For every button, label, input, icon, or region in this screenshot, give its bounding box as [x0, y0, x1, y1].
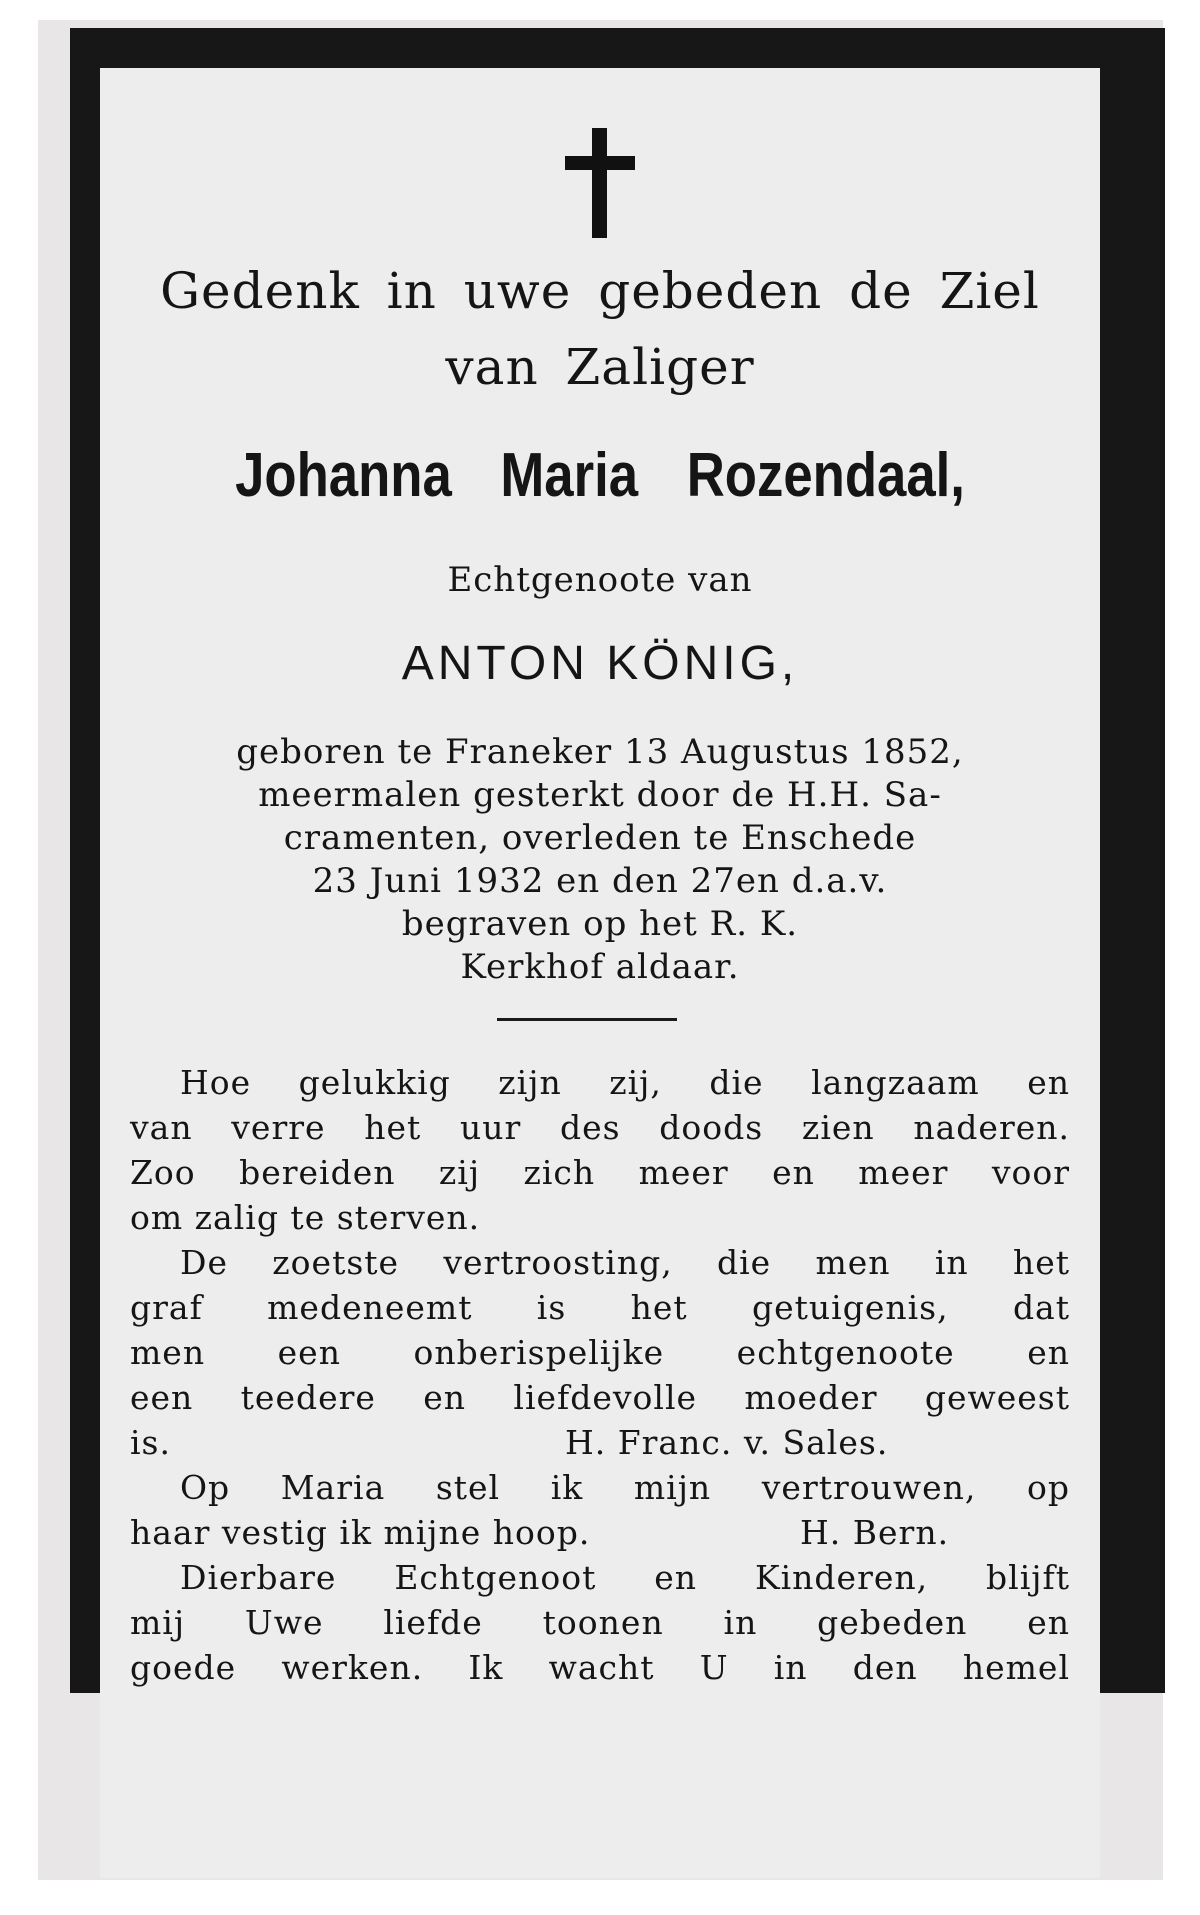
verse-line: Hoe gelukkig zijn zij, die langzaam en	[180, 1063, 1070, 1102]
bio-line: Kerkhof aldaar.	[460, 947, 740, 987]
verse-line: men een onberispelijke echtgenoote en	[130, 1333, 1070, 1372]
relation-text: Echtgenoote van	[447, 560, 753, 600]
bio-line: cramenten, overleden te Enschede	[283, 818, 917, 858]
verse-line: graf medeneemt is het getuigenis, dat	[130, 1288, 1070, 1327]
verse-line: van verre het uur des doods zien naderen.	[130, 1108, 1070, 1147]
verse-line: Dierbare Echtgenoot en Kinderen, blijft	[180, 1558, 1070, 1597]
bio-line: 23 Juni 1932 en den 27en d.a.v.	[312, 861, 888, 901]
heading-line-2: van Zaliger	[445, 338, 755, 396]
verse-attribution: H. Bern.	[800, 1513, 950, 1552]
bio-line: begraven op het R. K.	[401, 904, 799, 944]
bio-line: geboren te Franeker 13 Augustus 1852,	[236, 732, 964, 772]
verse-line: een teedere en liefdevolle moeder geweest	[130, 1378, 1070, 1417]
verse-line: Zoo bereiden zij zich meer en meer voor	[130, 1153, 1070, 1192]
deceased-name: Johanna Maria Rozendaal,	[235, 441, 965, 510]
verse-line: om zalig te sterven.	[130, 1198, 481, 1237]
spouse-name: ANTON KÖNIG,	[401, 637, 799, 690]
verse-line: goede werken. Ik wacht U in den hemel	[130, 1648, 1070, 1687]
verse-line: is.	[130, 1423, 171, 1462]
bio-line: meermalen gesterkt door de H.H. Sa-	[258, 775, 942, 815]
verse-line: De zoetste vertroosting, die men in het	[180, 1243, 1070, 1282]
verse-line: Op Maria stel ik mijn vertrouwen, op	[180, 1468, 1070, 1507]
verse-line: haar vestig ik mijne hoop.	[130, 1513, 591, 1552]
cross-icon	[565, 128, 635, 238]
divider-rule	[497, 1018, 677, 1021]
verse-attribution: H. Franc. v. Sales.	[565, 1423, 889, 1462]
heading-line-1: Gedenk in uwe gebeden de Ziel	[160, 262, 1040, 320]
verse-line: mij Uwe liefde toonen in gebeden en	[130, 1603, 1070, 1642]
